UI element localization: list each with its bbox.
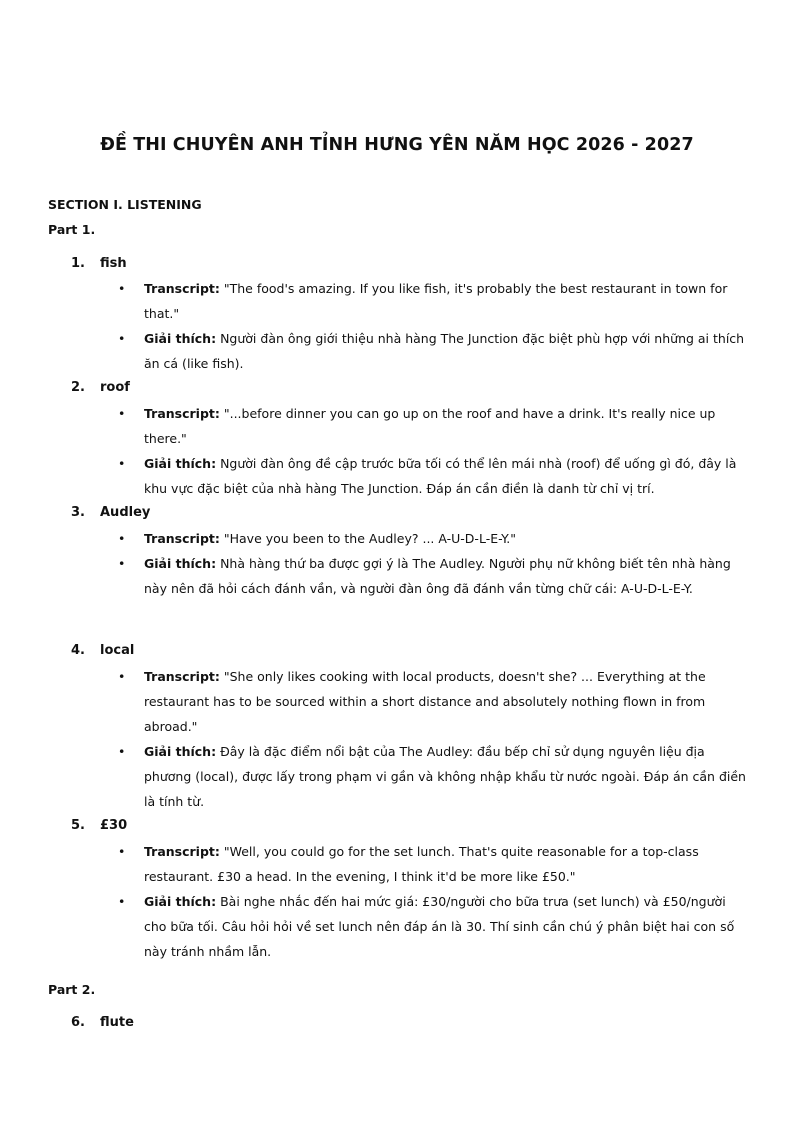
explanation-bullet: • Giải thích: Nhà hàng thứ ba được gợi ý là The Audley. Người phụ nữ không biết tên nhà hàng này nên đã hỏi cách đánh vần, và người đàn ông đã đánh vần từng chữ cái: A-U-D-L-E-Y. <box>118 556 731 596</box>
transcript-bullet: • Transcript: "...before dinner you can go up on the roof and have a drink. It's really nice up there." <box>118 406 716 446</box>
answer-item: 3. Audley <box>71 505 151 520</box>
answer-text: flute <box>100 1015 134 1030</box>
part-1-heading: Part 1. <box>48 222 96 237</box>
transcript-bullet: • Transcript: "She only likes cooking with local products, doesn't she? ... Everything at the restaurant has to be sourced within a short distance and absolutely nothing flown in from abroad." <box>118 669 706 734</box>
answer-text: fish <box>100 256 127 271</box>
answer-item: 2. roof <box>71 380 130 395</box>
section-heading: SECTION I. LISTENING <box>48 197 202 212</box>
explanation-bullet: • Giải thích: Bài nghe nhắc đến hai mức giá: £30/người cho bữa trưa (set lunch) và £50/người cho bữa tối. Câu hỏi hỏi về set lunch nên đáp án là 30. Thí sinh cần chú ý phân biệt hai con số này tránh nhầm lẫn. <box>118 894 735 959</box>
transcript-bullet: • Transcript: "Well, you could go for the set lunch. That's quite reasonable for a top-class restaurant. £30 a head. In the evening, I think it'd be more like £50." <box>118 844 699 884</box>
transcript-bullet: • Transcript: "The food's amazing. If you like fish, it's probably the best restaurant in town for that." <box>118 281 728 321</box>
explanation-bullet: • Giải thích: Người đàn ông đề cập trước bữa tối có thể lên mái nhà (roof) để uống gì đó, đây là khu vực đặc biệt của nhà hàng The Junction. Đáp án cần điền là danh từ chỉ vị trí. <box>118 456 737 496</box>
answer-item: 1. fish <box>71 256 127 271</box>
explanation-bullet: • Giải thích: Đây là đặc điểm nổi bật của The Audley: đầu bếp chỉ sử dụng nguyên liệu địa phương (local), được lấy trong phạm vi gần và không nhập khẩu từ nước ngoài. Đáp án cần điền là tính từ. <box>118 744 746 809</box>
answer-text: £30 <box>100 818 128 833</box>
answer-text: roof <box>100 380 130 395</box>
answer-text: local <box>100 643 135 658</box>
transcript-bullet: • Transcript: "Have you been to the Audley? ... A-U-D-L-E-Y." <box>118 531 516 546</box>
answer-item: 6. flute <box>71 1015 134 1030</box>
answer-text: Audley <box>100 505 151 520</box>
answer-item: 5. £30 <box>71 818 128 833</box>
explanation-bullet: • Giải thích: Người đàn ông giới thiệu nhà hàng The Junction đặc biệt phù hợp với những ai thích ăn cá (like fish). <box>118 331 745 371</box>
part-2-heading: Part 2. <box>48 982 96 997</box>
page-title: ĐỀ THI CHUYÊN ANH TỈNH HƯNG YÊN NĂM HỌC 2026 - 2027 <box>100 135 694 155</box>
answer-item: 4. local <box>71 643 135 658</box>
